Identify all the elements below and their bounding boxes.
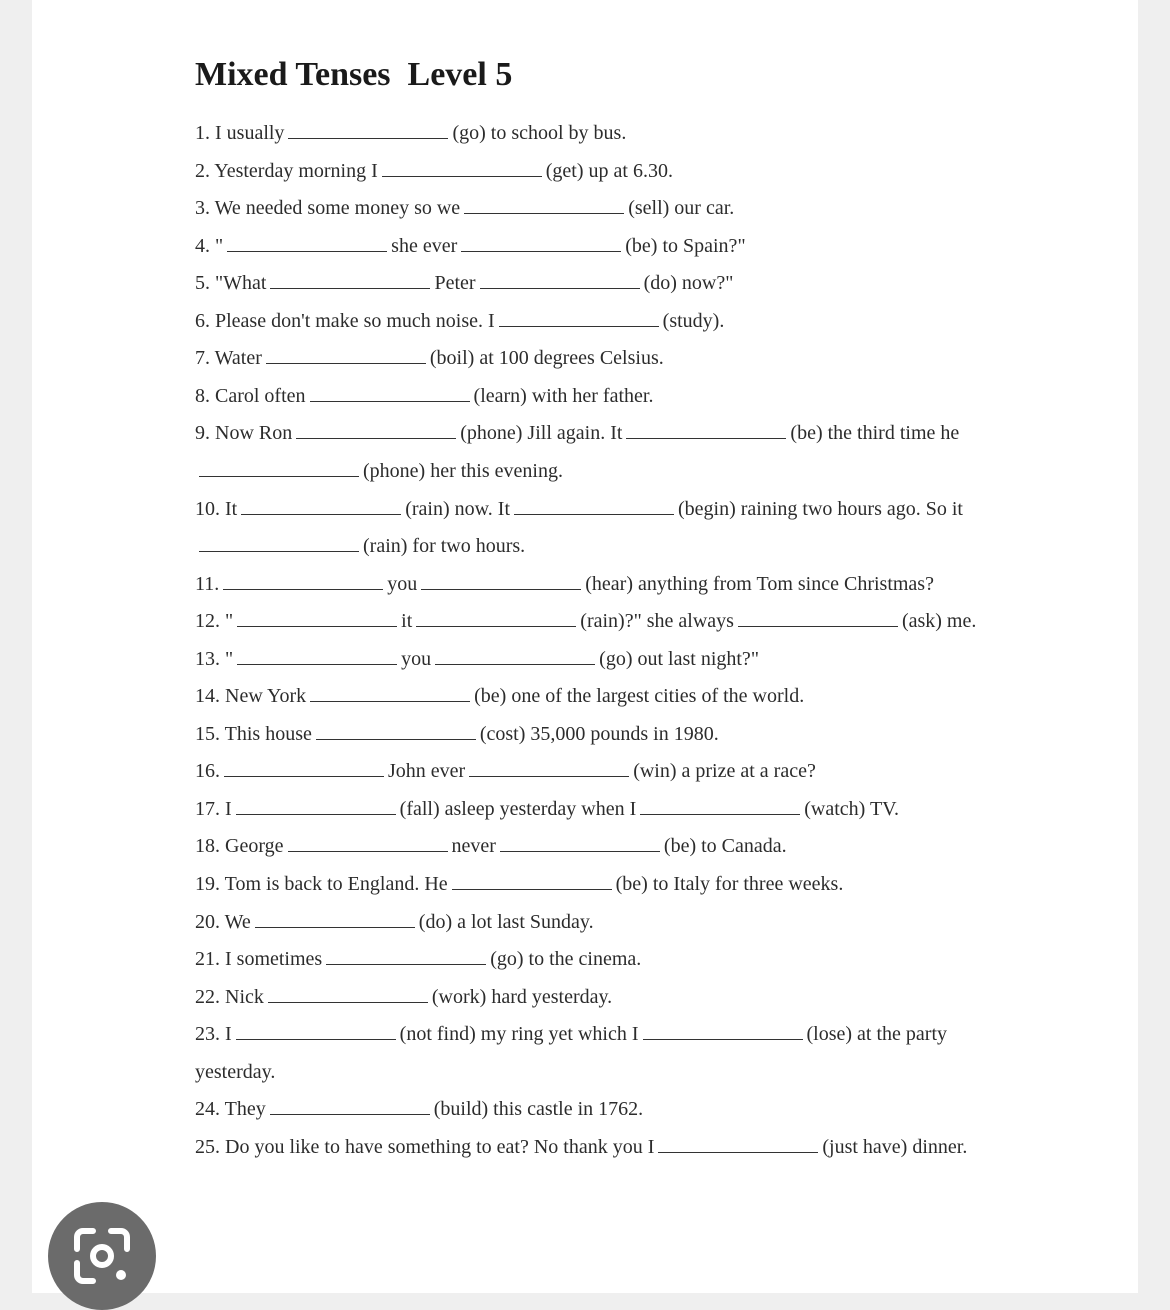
exercise-text: (learn) with her father. [473, 384, 654, 407]
exercise-text: 21. I sometimes [195, 948, 323, 971]
exercise-text: 18. George [195, 835, 284, 858]
answer-blank[interactable] [223, 588, 383, 590]
exercise-text: she ever [391, 234, 458, 257]
exercise-text: (begin) raining two hours ago. So it [678, 497, 963, 520]
page-title: Mixed Tenses Level 5 [195, 56, 513, 93]
exercise-text: 8. Carol often [195, 384, 306, 407]
exercise-text: 7. Water [195, 347, 262, 370]
answer-blank[interactable] [199, 475, 359, 477]
exercise-line [195, 384, 653, 408]
exercise-text: 9. Now Ron [195, 422, 293, 445]
answer-blank[interactable] [382, 175, 542, 177]
exercise-text: (boil) at 100 degrees Celsius. [429, 347, 664, 370]
answer-blank[interactable] [416, 625, 576, 627]
exercise-line [195, 609, 976, 633]
exercise-line [195, 497, 963, 521]
exercise-text: 17. I [195, 797, 232, 820]
exercise-text: 5. "What [195, 272, 267, 295]
answer-blank[interactable] [480, 287, 640, 289]
answer-blank[interactable] [270, 1113, 430, 1115]
exercise-text: it [401, 610, 413, 633]
answer-blank[interactable] [500, 850, 660, 852]
exercise-text: (not find) my ring yet which I [399, 1023, 639, 1046]
answer-blank[interactable] [227, 250, 387, 252]
exercise-text: 14. New York [195, 685, 307, 708]
exercise-line [195, 797, 899, 821]
exercise-line [195, 910, 594, 934]
exercise-text: 13. " [195, 647, 234, 670]
exercise-text: (fall) asleep yesterday when I [399, 797, 637, 820]
exercise-text: (be) the third time he [790, 422, 960, 445]
exercise-line [195, 872, 843, 896]
exercise-text: (be) to Italy for three weeks. [615, 873, 844, 895]
exercise-text: (build) this castle in 1762. [433, 1098, 644, 1121]
exercise-line [195, 121, 626, 145]
exercise-text: 15. This house [195, 722, 312, 745]
answer-blank[interactable] [626, 437, 786, 439]
answer-blank[interactable] [237, 663, 397, 665]
exercise-text: (go) to school by bus. [452, 122, 627, 144]
exercise-text: (phone) her this evening. [363, 459, 563, 482]
answer-blank[interactable] [658, 1151, 818, 1153]
exercise-text: 2. Yesterday morning I [195, 159, 378, 182]
exercise-line [195, 271, 733, 295]
exercise-line [195, 759, 816, 783]
answer-blank[interactable] [326, 963, 486, 965]
exercise-text: (hear) anything from Tom since Christmas? [585, 572, 934, 595]
exercise-line [195, 421, 959, 445]
answer-blank[interactable] [464, 212, 624, 214]
exercise-text: 23. I [195, 1023, 232, 1046]
answer-blank[interactable] [241, 513, 401, 515]
exercise-text: 6. Please don't make so much noise. I [195, 309, 495, 332]
exercise-text: (sell) our car. [628, 197, 735, 220]
answer-blank[interactable] [499, 325, 659, 327]
exercise-text: (get) up at 6.30. [545, 159, 673, 182]
exercise-text: 24. They [195, 1098, 266, 1121]
exercise-text: (win) a prize at a race? [633, 760, 816, 783]
exercise-text: (work) hard yesterday. [431, 985, 613, 1008]
answer-blank[interactable] [738, 625, 898, 627]
exercise-line [195, 534, 525, 558]
exercise-text: (be) to Spain?" [625, 234, 746, 257]
exercise-line [195, 159, 673, 183]
exercise-line [195, 684, 804, 708]
exercise-line [195, 459, 563, 483]
answer-blank[interactable] [643, 1038, 803, 1040]
answer-blank[interactable] [266, 362, 426, 364]
exercise-text: (do) a lot last Sunday. [418, 910, 594, 933]
exercise-line [195, 309, 724, 333]
exercise-text: (be) to Canada. [663, 835, 787, 858]
answer-blank[interactable] [310, 400, 470, 402]
answer-blank[interactable] [640, 813, 800, 815]
lens-search-button[interactable] [48, 1202, 156, 1310]
answer-blank[interactable] [514, 513, 674, 515]
answer-blank[interactable] [452, 888, 612, 890]
exercise-text: (rain)?" she always [580, 610, 734, 633]
answer-blank[interactable] [236, 813, 396, 815]
exercise-text: 19. Tom is back to England. He [195, 873, 448, 895]
answer-blank[interactable] [255, 926, 415, 928]
exercise-text: 22. Nick [195, 985, 264, 1008]
exercise-line [195, 1135, 967, 1159]
answer-blank[interactable] [461, 250, 621, 252]
exercise-line [195, 196, 734, 220]
answer-blank[interactable] [310, 700, 470, 702]
exercise-text: Peter [434, 272, 476, 295]
exercise-text: 16. [195, 760, 220, 783]
exercise-line [195, 647, 759, 671]
exercise-text: 20. We [195, 910, 251, 933]
exercise-text: (rain) for two hours. [363, 535, 526, 558]
exercise-text: never [451, 835, 496, 858]
exercise-text: (ask) me. [901, 610, 977, 633]
exercise-text: 1. I usually [195, 122, 285, 144]
answer-blank[interactable] [296, 437, 456, 439]
exercise-text: (cost) 35,000 pounds in 1980. [479, 722, 719, 745]
exercise-text: (lose) at the party [806, 1023, 948, 1046]
camera-lens-icon [71, 1225, 133, 1287]
answer-blank[interactable] [268, 1001, 428, 1003]
exercise-text: 12. " [195, 610, 234, 633]
exercise-line [195, 1060, 275, 1084]
exercise-line [195, 985, 612, 1009]
exercise-text: (go) to the cinema. [490, 948, 642, 971]
exercise-text: yesterday. [195, 1060, 276, 1083]
answer-blank[interactable] [237, 625, 397, 627]
exercise-text: (just have) dinner. [822, 1135, 968, 1158]
exercise-text: you [401, 647, 432, 670]
exercise-line [195, 1022, 947, 1046]
exercise-line [195, 234, 746, 258]
exercise-text: (be) one of the largest cities of the world. [474, 685, 805, 708]
exercise-text: (study). [662, 309, 725, 332]
answer-blank[interactable] [316, 738, 476, 740]
answer-blank[interactable] [288, 137, 448, 139]
answer-blank[interactable] [224, 775, 384, 777]
exercise-text: 4. " [195, 234, 224, 257]
exercise-text: 11. [195, 572, 220, 595]
exercise-text: 3. We needed some money so we [195, 197, 461, 220]
exercise-text: you [387, 572, 418, 595]
answer-blank[interactable] [199, 550, 359, 552]
exercise-line [195, 572, 934, 596]
answer-blank[interactable] [469, 775, 629, 777]
exercise-text: (do) now?" [643, 272, 734, 295]
answer-blank[interactable] [288, 850, 448, 852]
exercise-text: (phone) Jill again. It [460, 422, 623, 445]
exercise-text: (rain) now. It [405, 497, 510, 520]
exercise-text: 10. It [195, 497, 238, 520]
exercise-text: (go) out last night?" [599, 647, 759, 670]
exercise-line [195, 1097, 643, 1121]
exercise-line [195, 947, 641, 971]
answer-blank[interactable] [421, 588, 581, 590]
exercise-line [195, 346, 664, 370]
exercise-line [195, 834, 787, 858]
exercise-text: John ever [388, 760, 466, 783]
answer-blank[interactable] [435, 663, 595, 665]
answer-blank[interactable] [236, 1038, 396, 1040]
exercise-text: 25. Do you like to have something to eat? No thank you I [195, 1135, 655, 1158]
exercise-line [195, 722, 719, 746]
exercise-text: (watch) TV. [804, 797, 900, 820]
answer-blank[interactable] [270, 287, 430, 289]
